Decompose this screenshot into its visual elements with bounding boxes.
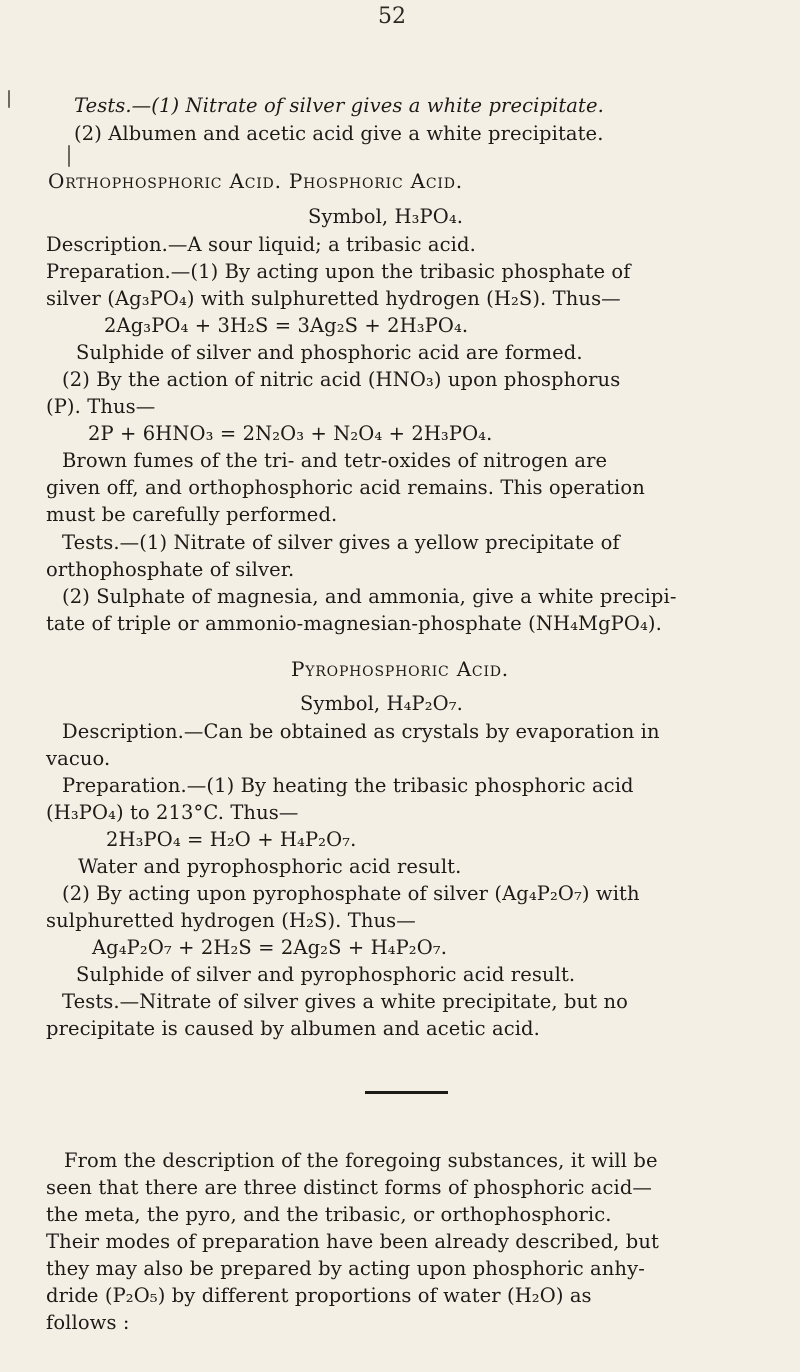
equation: Ag₄P₂O₇ + 2H₂S = 2Ag₂S + H₄P₂O₇.: [92, 936, 448, 959]
text-line: (2) Albumen and acetic acid give a white precipitate.: [74, 122, 604, 145]
equation: 2P + 6HNO₃ = 2N₂O₃ + N₂O₄ + 2H₃PO₄.: [88, 422, 493, 445]
text-line: Preparation.—(1) By heating the tribasic phosphoric acid: [62, 774, 634, 797]
text-line: sulphuretted hydrogen (H₂S). Thus—: [46, 909, 416, 932]
text-line: Brown fumes of the tri- and tetr-oxides of nitrogen are: [62, 449, 608, 472]
text-line: follows :: [46, 1311, 130, 1334]
text-line: Tests.—(1) Nitrate of silver gives a white precipitate.: [74, 94, 604, 117]
text-line: dride (P₂O₅) by different proportions of water (H₂O) as: [46, 1284, 592, 1307]
text-line: must be carefully performed.: [46, 503, 338, 526]
margin-mark: [8, 90, 10, 108]
text-line: the meta, the pyro, and the tribasic, or orthophosphoric.: [46, 1203, 612, 1226]
text-line: (2) By acting upon pyrophosphate of silver (Ag₄P₂O₇) with: [62, 882, 640, 905]
text-line: Tests.—Nitrate of silver gives a white precipitate, but no: [62, 990, 628, 1013]
text-line: Preparation.—(1) By acting upon the tribasic phosphate of: [46, 260, 631, 283]
text-line: (P). Thus—: [46, 395, 156, 418]
text-line: they may also be prepared by acting upon phosphoric anhy-: [46, 1257, 645, 1280]
text-line: Description.—A sour liquid; a tribasic acid.: [46, 233, 476, 256]
text-line: Water and pyrophosphoric acid result.: [78, 855, 462, 878]
text-line: vacuo.: [46, 747, 111, 770]
text-line: (2) By the action of nitric acid (HNO₃) upon phosphorus: [62, 368, 621, 391]
text-line: Sulphide of silver and phosphoric acid are formed.: [76, 341, 583, 364]
equation: 2H₃PO₄ = H₂O + H₄P₂O₇.: [106, 828, 357, 851]
text-line: given off, and orthophosphoric acid remains. This operation: [46, 476, 645, 499]
text-line: precipitate is caused by albumen and acetic acid.: [46, 1017, 540, 1040]
margin-mark: [68, 145, 70, 167]
section-divider: [365, 1091, 448, 1094]
text-line: seen that there are three distinct forms of phosphoric acid—: [46, 1176, 653, 1199]
chemical-symbol: Symbol, H₄P₂O₇.: [300, 692, 463, 715]
text-line: From the description of the foregoing substances, it will be: [64, 1149, 658, 1172]
text-line: Sulphide of silver and pyrophosphoric acid result.: [76, 963, 576, 986]
text-line: Description.—Can be obtained as crystals by evaporation in: [62, 720, 660, 743]
text-line: orthophosphate of silver.: [46, 558, 295, 581]
text-line: silver (Ag₃PO₄) with sulphuretted hydrogen (H₂S). Thus—: [46, 287, 621, 310]
equation: 2Ag₃PO₄ + 3H₂S = 3Ag₂S + 2H₃PO₄.: [104, 314, 469, 337]
chemical-symbol: Symbol, H₃PO₄.: [308, 205, 464, 228]
section-heading: Orthophosphoric Acid. Phosphoric Acid.: [48, 169, 463, 193]
page-number: 52: [378, 4, 406, 29]
text-line: (2) Sulphate of magnesia, and ammonia, give a white precipi-: [62, 585, 677, 608]
text-line: (H₃PO₄) to 213°C. Thus—: [46, 801, 299, 824]
text-line: Tests.—(1) Nitrate of silver gives a yellow precipitate of: [62, 531, 620, 554]
section-heading: Pyrophosphoric Acid.: [291, 657, 509, 681]
text-line: tate of triple or ammonio-magnesian-phosphate (NH₄MgPO₄).: [46, 612, 662, 635]
text-line: Their modes of preparation have been already described, but: [46, 1230, 659, 1253]
